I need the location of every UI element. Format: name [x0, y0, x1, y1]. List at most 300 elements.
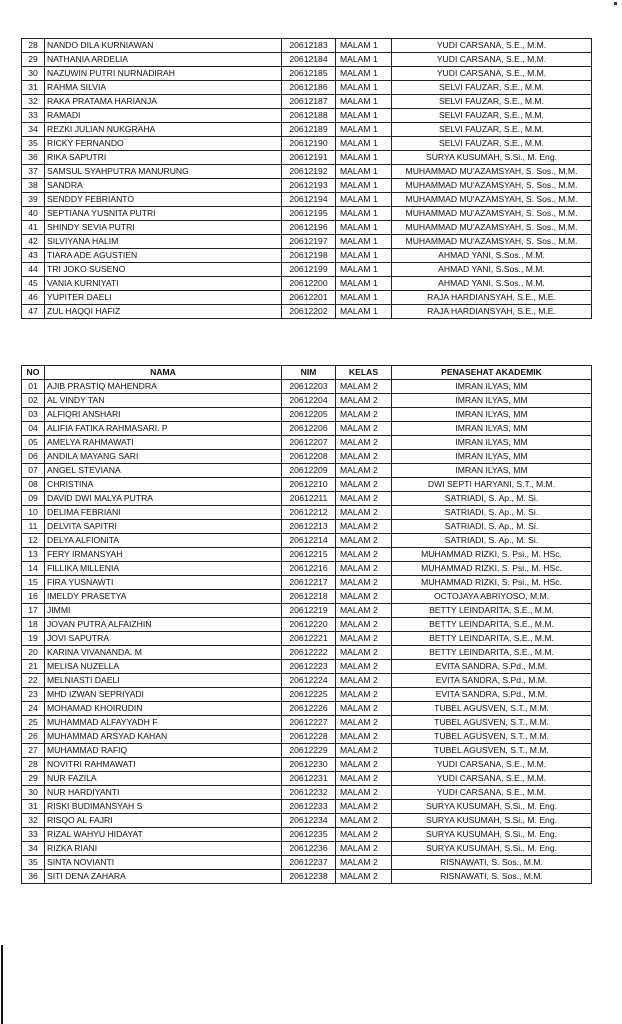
cell-nim: 20612219 — [282, 604, 336, 618]
table-row — [22, 688, 592, 702]
cell-penasehat-akademik: EVITA SANDRA, S.Pd., M.M. — [392, 660, 592, 674]
cell-kelas: MALAM 1 — [336, 249, 392, 263]
cell-kelas: MALAM 1 — [336, 277, 392, 291]
cell-no: 10 — [22, 506, 45, 520]
cell-no: 12 — [22, 534, 45, 548]
cell-penasehat-akademik: BETTY LEINDARITA, S.E., M.M. — [392, 632, 592, 646]
student-table-malam-1 — [21, 38, 592, 319]
cell-kelas: MALAM 2 — [336, 660, 392, 674]
cell-penasehat-akademik: SURYA KUSUMAH, S.Si., M. Eng. — [392, 842, 592, 856]
cell-nama: DELIMA FEBRIANI — [45, 506, 282, 520]
cell-kelas: MALAM 2 — [336, 716, 392, 730]
cell-no: 27 — [22, 744, 45, 758]
cell-no: 18 — [22, 618, 45, 632]
cell-nim: 20612188 — [282, 109, 336, 123]
cell-no: 39 — [22, 193, 45, 207]
cell-nim: 20612213 — [282, 520, 336, 534]
cell-nim: 20612194 — [282, 193, 336, 207]
table-row — [22, 702, 592, 716]
table-row — [22, 291, 592, 305]
cell-kelas: MALAM 2 — [336, 702, 392, 716]
cell-nama: AMELYA RAHMAWATI — [45, 436, 282, 450]
table-row — [22, 422, 592, 436]
cell-nama: MUHAMMAD ALFAYYADH F — [45, 716, 282, 730]
cell-kelas: MALAM 2 — [336, 618, 392, 632]
table-row — [22, 814, 592, 828]
cell-nama: MHD IZWAN SEPRIYADI — [45, 688, 282, 702]
cell-nim: 20612210 — [282, 478, 336, 492]
cell-no: 36 — [22, 870, 45, 884]
cell-nama: DAVID DWI MALYA PUTRA — [45, 492, 282, 506]
cell-nama: ANDILA MAYANG SARI — [45, 450, 282, 464]
table-row — [22, 277, 592, 291]
cell-kelas: MALAM 2 — [336, 786, 392, 800]
cell-nim: 20612189 — [282, 123, 336, 137]
cell-nama: CHRISTINA — [45, 478, 282, 492]
cell-kelas: MALAM 1 — [336, 207, 392, 221]
cell-penasehat-akademik: RISNAWATI, S. Sos., M.M. — [392, 870, 592, 884]
cell-nama: JOVAN PUTRA ALFAIZHIN — [45, 618, 282, 632]
cell-penasehat-akademik: BETTY LEINDARITA, S.E., M.M. — [392, 604, 592, 618]
cell-penasehat-akademik: YUDI CARSANA, S.E., M.M. — [392, 758, 592, 772]
cell-no: 42 — [22, 235, 45, 249]
table-row — [22, 590, 592, 604]
table-row — [22, 562, 592, 576]
cell-kelas: MALAM 2 — [336, 870, 392, 884]
table-row — [22, 758, 592, 772]
cell-nama: SILVIYANA HALIM — [45, 235, 282, 249]
cell-no: 41 — [22, 221, 45, 235]
cell-nama: SINTA NOVIANTI — [45, 856, 282, 870]
cell-kelas: MALAM 1 — [336, 109, 392, 123]
table-row — [22, 235, 592, 249]
cell-nama: NANDO DILA KURNIAWAN — [45, 39, 282, 53]
cell-kelas: MALAM 2 — [336, 450, 392, 464]
cell-no: 01 — [22, 380, 45, 394]
cell-nim: 20612184 — [282, 53, 336, 67]
cell-nim: 20612222 — [282, 646, 336, 660]
cell-no: 32 — [22, 95, 45, 109]
cell-nim: 20612218 — [282, 590, 336, 604]
cell-penasehat-akademik: SURYA KUSUMAH, S.Si., M. Eng. — [392, 800, 592, 814]
cell-kelas: MALAM 2 — [336, 408, 392, 422]
table-row — [22, 744, 592, 758]
table-row — [22, 576, 592, 590]
cell-nim: 20612197 — [282, 235, 336, 249]
cell-kelas: MALAM 2 — [336, 464, 392, 478]
table-row — [22, 39, 592, 53]
cell-penasehat-akademik: BETTY LEINDARITA, S.E., M.M. — [392, 618, 592, 632]
cell-nama: MOHAMAD KHOIRUDIN — [45, 702, 282, 716]
cell-nama: DELYA ALFIONITA — [45, 534, 282, 548]
cell-kelas: MALAM 2 — [336, 758, 392, 772]
cell-no: 20 — [22, 646, 45, 660]
cell-no: 07 — [22, 464, 45, 478]
table-row — [22, 548, 592, 562]
cell-no: 31 — [22, 800, 45, 814]
cell-nama: RIZKA RIANI — [45, 842, 282, 856]
table-row — [22, 618, 592, 632]
cell-penasehat-akademik: TUBEL AGUSVEN, S.T., M.M. — [392, 716, 592, 730]
cell-no: 13 — [22, 548, 45, 562]
cell-kelas: MALAM 2 — [336, 828, 392, 842]
table-row — [22, 263, 592, 277]
cell-no: 14 — [22, 562, 45, 576]
cell-nim: 20612185 — [282, 67, 336, 81]
cell-kelas: MALAM 1 — [336, 53, 392, 67]
header-penasehat-akademik: PENASEHAT AKADEMIK — [392, 366, 592, 380]
cell-nama: RIZAL WAHYU HIDAYAT — [45, 828, 282, 842]
table-row — [22, 716, 592, 730]
cell-nama: FERY IRMANSYAH — [45, 548, 282, 562]
cell-no: 06 — [22, 450, 45, 464]
cell-nama: MUHAMMAD ARSYAD KAHAN — [45, 730, 282, 744]
table-row — [22, 730, 592, 744]
cell-kelas: MALAM 2 — [336, 730, 392, 744]
cell-nama: ALIFIA FATIKA RAHMASARI. P — [45, 422, 282, 436]
table-row — [22, 81, 592, 95]
cell-kelas: MALAM 1 — [336, 39, 392, 53]
cell-nim: 20612208 — [282, 450, 336, 464]
cell-penasehat-akademik: SATRIADI, S. Ap., M. Si. — [392, 506, 592, 520]
cell-kelas: MALAM 2 — [336, 688, 392, 702]
cell-penasehat-akademik: SELVI FAUZAR, S.E., M.M. — [392, 95, 592, 109]
cell-kelas: MALAM 1 — [336, 81, 392, 95]
cell-kelas: MALAM 2 — [336, 562, 392, 576]
table-row — [22, 450, 592, 464]
table-row — [22, 856, 592, 870]
cell-nim: 20612200 — [282, 277, 336, 291]
cell-nim: 20612221 — [282, 632, 336, 646]
table-row — [22, 380, 592, 394]
cell-kelas: MALAM 1 — [336, 291, 392, 305]
cell-nim: 20612214 — [282, 534, 336, 548]
cell-nim: 20612212 — [282, 506, 336, 520]
cell-nama: NOVITRI RAHMAWATI — [45, 758, 282, 772]
cell-kelas: MALAM 2 — [336, 604, 392, 618]
cell-no: 31 — [22, 81, 45, 95]
cell-nama: RISQO AL FAJRI — [45, 814, 282, 828]
table-row — [22, 534, 592, 548]
cell-nim: 20612211 — [282, 492, 336, 506]
table-row — [22, 436, 592, 450]
cell-nim: 20612193 — [282, 179, 336, 193]
cell-penasehat-akademik: SURYA KUSUMAH, S.Si., M. Eng. — [392, 828, 592, 842]
cell-no: 09 — [22, 492, 45, 506]
cell-no: 34 — [22, 123, 45, 137]
cell-nim: 20612205 — [282, 408, 336, 422]
cell-penasehat-akademik: SURYA KUSUMAH, S.Si., M. Eng. — [392, 151, 592, 165]
cell-nim: 20612220 — [282, 618, 336, 632]
cell-nim: 20612190 — [282, 137, 336, 151]
table-row — [22, 772, 592, 786]
table-row — [22, 53, 592, 67]
cell-nama: MUHAMMAD RAFIQ — [45, 744, 282, 758]
cell-nama: SAMSUL SYAHPUTRA MANURUNG — [45, 165, 282, 179]
cell-nim: 20612232 — [282, 786, 336, 800]
table-row — [22, 221, 592, 235]
cell-nama: MELISA NUZELLA — [45, 660, 282, 674]
cell-nim: 20612186 — [282, 81, 336, 95]
cell-no: 23 — [22, 688, 45, 702]
cell-penasehat-akademik: IMRAN ILYAS, MM — [392, 394, 592, 408]
table-row — [22, 660, 592, 674]
cell-kelas: MALAM 2 — [336, 842, 392, 856]
cell-nim: 20612233 — [282, 800, 336, 814]
cell-nim: 20612196 — [282, 221, 336, 235]
table-row — [22, 492, 592, 506]
table-row — [22, 249, 592, 263]
table-row — [22, 828, 592, 842]
cell-nama: SEPTIANA YUSNITA PUTRI — [45, 207, 282, 221]
cell-nama: TRI JOKO SUSENO — [45, 263, 282, 277]
cell-nim: 20612215 — [282, 548, 336, 562]
cell-kelas: MALAM 2 — [336, 590, 392, 604]
cell-kelas: MALAM 1 — [336, 235, 392, 249]
cell-kelas: MALAM 2 — [336, 422, 392, 436]
cell-nama: SANDRA — [45, 179, 282, 193]
cell-kelas: MALAM 1 — [336, 151, 392, 165]
cell-nim: 20612207 — [282, 436, 336, 450]
cell-penasehat-akademik: MUHAMMAD MU'AZAMSYAH, S. Sos., M.M. — [392, 207, 592, 221]
cell-nim: 20612223 — [282, 660, 336, 674]
cell-nama: ANGEL STEVIANA — [45, 464, 282, 478]
cell-nama: JOVI SAPUTRA — [45, 632, 282, 646]
cell-no: 08 — [22, 478, 45, 492]
table-row — [22, 123, 592, 137]
cell-nama: RIKA SAPUTRI — [45, 151, 282, 165]
scan-speck — [614, 2, 617, 5]
cell-nama: NAZUWIN PUTRI NURNADIRAH — [45, 67, 282, 81]
cell-no: 04 — [22, 422, 45, 436]
cell-nama: TIARA ADE AGUSTIEN — [45, 249, 282, 263]
cell-nim: 20612229 — [282, 744, 336, 758]
cell-penasehat-akademik: IMRAN ILYAS, MM — [392, 464, 592, 478]
cell-kelas: MALAM 2 — [336, 380, 392, 394]
cell-kelas: MALAM 2 — [336, 576, 392, 590]
cell-nim: 20612225 — [282, 688, 336, 702]
cell-penasehat-akademik: IMRAN ILYAS, MM — [392, 380, 592, 394]
table-row — [22, 464, 592, 478]
cell-no: 02 — [22, 394, 45, 408]
cell-nama: RISKI BUDIMANSYAH S — [45, 800, 282, 814]
header-nim: NIM — [282, 366, 336, 380]
cell-nim: 20612230 — [282, 758, 336, 772]
header-row — [22, 366, 592, 380]
cell-nim: 20612187 — [282, 95, 336, 109]
cell-penasehat-akademik: RAJA HARDIANSYAH, S.E., M.E. — [392, 291, 592, 305]
cell-nama: AL VINDY TAN — [45, 394, 282, 408]
cell-nim: 20612204 — [282, 394, 336, 408]
cell-no: 28 — [22, 758, 45, 772]
cell-penasehat-akademik: TUBEL AGUSVEN, S.T., M.M. — [392, 702, 592, 716]
cell-kelas: MALAM 2 — [336, 492, 392, 506]
cell-no: 34 — [22, 842, 45, 856]
cell-nama: KARINA VIVANANDA. M — [45, 646, 282, 660]
table-row — [22, 207, 592, 221]
cell-nama: NATHANIA ARDELIA — [45, 53, 282, 67]
cell-nama: YUPITER DAELI — [45, 291, 282, 305]
cell-no: 30 — [22, 786, 45, 800]
cell-nim: 20612209 — [282, 464, 336, 478]
cell-penasehat-akademik: MUHAMMAD RIZKI, S. Psi., M. HSc. — [392, 576, 592, 590]
cell-nama: NUR FAZILA — [45, 772, 282, 786]
cell-nama: REZKI JULIAN NUKGRAHA — [45, 123, 282, 137]
cell-penasehat-akademik: YUDI CARSANA, S.E., M.M. — [392, 786, 592, 800]
cell-nim: 20612234 — [282, 814, 336, 828]
cell-kelas: MALAM 1 — [336, 95, 392, 109]
cell-penasehat-akademik: YUDI CARSANA, S.E., M.M. — [392, 53, 592, 67]
cell-kelas: MALAM 2 — [336, 436, 392, 450]
cell-nama: NUR HARDIYANTI — [45, 786, 282, 800]
table-row — [22, 646, 592, 660]
cell-nim: 20612199 — [282, 263, 336, 277]
cell-nama: JIMMI — [45, 604, 282, 618]
cell-nim: 20612183 — [282, 39, 336, 53]
cell-kelas: MALAM 1 — [336, 305, 392, 319]
cell-no: 33 — [22, 828, 45, 842]
cell-penasehat-akademik: SELVI FAUZAR, S.E., M.M. — [392, 81, 592, 95]
table-row — [22, 67, 592, 81]
table-row — [22, 151, 592, 165]
cell-penasehat-akademik: SELVI FAUZAR, S.E., M.M. — [392, 123, 592, 137]
cell-nama: ZUL HAQQI HAFIZ — [45, 305, 282, 319]
cell-penasehat-akademik: SELVI FAUZAR, S.E., M.M. — [392, 137, 592, 151]
cell-no: 45 — [22, 277, 45, 291]
table-row — [22, 478, 592, 492]
cell-nama: FILLIKA MILLENIA — [45, 562, 282, 576]
cell-nim: 20612227 — [282, 716, 336, 730]
cell-penasehat-akademik: MUHAMMAD MU'AZAMSYAH, S. Sos., M.M. — [392, 193, 592, 207]
cell-kelas: MALAM 2 — [336, 534, 392, 548]
cell-kelas: MALAM 2 — [336, 744, 392, 758]
cell-nama: IMELDY PRASETYA — [45, 590, 282, 604]
cell-nim: 20612235 — [282, 828, 336, 842]
header-no: NO — [22, 366, 45, 380]
cell-penasehat-akademik: IMRAN ILYAS, MM — [392, 422, 592, 436]
cell-kelas: MALAM 2 — [336, 478, 392, 492]
cell-nama: RAHMA SILVIA — [45, 81, 282, 95]
cell-nim: 20612206 — [282, 422, 336, 436]
cell-no: 21 — [22, 660, 45, 674]
cell-no: 25 — [22, 716, 45, 730]
cell-nim: 20612201 — [282, 291, 336, 305]
cell-penasehat-akademik: SATRIADI, S. Ap., M. Si. — [392, 492, 592, 506]
table-row — [22, 632, 592, 646]
cell-nama: MELNIASTI DAELI — [45, 674, 282, 688]
cell-penasehat-akademik: YUDI CARSANA, S.E., M.M. — [392, 39, 592, 53]
cell-nama: FIRA YUSNAWTI — [45, 576, 282, 590]
cell-penasehat-akademik: YUDI CARSANA, S.E., M.M. — [392, 772, 592, 786]
cell-nim: 20612202 — [282, 305, 336, 319]
cell-penasehat-akademik: MUHAMMAD RIZKI, S. Psi., M. HSc. — [392, 548, 592, 562]
cell-kelas: MALAM 2 — [336, 632, 392, 646]
cell-no: 28 — [22, 39, 45, 53]
cell-nama: RAKA PRATAMA HARIANJA — [45, 95, 282, 109]
cell-nim: 20612226 — [282, 702, 336, 716]
table-row — [22, 842, 592, 856]
table-row — [22, 179, 592, 193]
header-kelas: KELAS — [336, 366, 392, 380]
cell-penasehat-akademik: IMRAN ILYAS, MM — [392, 408, 592, 422]
table-body — [22, 380, 592, 884]
cell-kelas: MALAM 1 — [336, 193, 392, 207]
cell-no: 38 — [22, 179, 45, 193]
cell-nim: 20612192 — [282, 165, 336, 179]
table-row — [22, 137, 592, 151]
cell-nim: 20612238 — [282, 870, 336, 884]
cell-kelas: MALAM 2 — [336, 800, 392, 814]
cell-no: 03 — [22, 408, 45, 422]
cell-kelas: MALAM 1 — [336, 263, 392, 277]
cell-kelas: MALAM 2 — [336, 646, 392, 660]
cell-nama: AJIB PRASTIQ MAHENDRA — [45, 380, 282, 394]
table-row — [22, 408, 592, 422]
cell-penasehat-akademik: YUDI CARSANA, S.E., M.M. — [392, 67, 592, 81]
table-row — [22, 506, 592, 520]
header-nama: NAMA — [45, 366, 282, 380]
cell-kelas: MALAM 1 — [336, 123, 392, 137]
cell-kelas: MALAM 1 — [336, 67, 392, 81]
cell-no: 16 — [22, 590, 45, 604]
cell-kelas: MALAM 1 — [336, 221, 392, 235]
table-row — [22, 193, 592, 207]
cell-no: 30 — [22, 67, 45, 81]
table-row — [22, 109, 592, 123]
table-row — [22, 674, 592, 688]
cell-nim: 20612195 — [282, 207, 336, 221]
cell-no: 36 — [22, 151, 45, 165]
cell-no: 11 — [22, 520, 45, 534]
cell-no: 37 — [22, 165, 45, 179]
cell-penasehat-akademik: MUHAMMAD RIZKI, S. Psi., M. HSc. — [392, 562, 592, 576]
cell-kelas: MALAM 2 — [336, 772, 392, 786]
cell-nim: 20612203 — [282, 380, 336, 394]
cell-penasehat-akademik: MUHAMMAD MU'AZAMSYAH, S. Sos., M.M. — [392, 235, 592, 249]
cell-no: 05 — [22, 436, 45, 450]
cell-penasehat-akademik: OCTOJAYA ABRIYOSO, M.M. — [392, 590, 592, 604]
cell-nim: 20612198 — [282, 249, 336, 263]
cell-penasehat-akademik: BETTY LEINDARITA, S.E., M.M. — [392, 646, 592, 660]
cell-no: 44 — [22, 263, 45, 277]
cell-nama: SHINDY SEVIA PUTRI — [45, 221, 282, 235]
cell-penasehat-akademik: AHMAD YANI, S.Sos., M.M. — [392, 263, 592, 277]
cell-penasehat-akademik: RAJA HARDIANSYAH, S.E., M.E. — [392, 305, 592, 319]
cell-no: 46 — [22, 291, 45, 305]
cell-penasehat-akademik: SATRIADI, S. Ap., M. Si. — [392, 520, 592, 534]
cell-nim: 20612236 — [282, 842, 336, 856]
cell-nama: RAMADI — [45, 109, 282, 123]
cell-penasehat-akademik: SATRIADI, S. Ap., M. Si. — [392, 534, 592, 548]
cell-nama: RICKY FERNANDO — [45, 137, 282, 151]
cell-nim: 20612224 — [282, 674, 336, 688]
scan-edge-line — [1, 945, 3, 1024]
cell-kelas: MALAM 1 — [336, 179, 392, 193]
cell-nim: 20612231 — [282, 772, 336, 786]
cell-penasehat-akademik: SELVI FAUZAR, S.E., M.M. — [392, 109, 592, 123]
cell-penasehat-akademik: EVITA SANDRA, S.Pd., M.M. — [392, 688, 592, 702]
cell-no: 19 — [22, 632, 45, 646]
cell-no: 24 — [22, 702, 45, 716]
cell-nim: 20612228 — [282, 730, 336, 744]
cell-nama: ALFIQRI ANSHARI — [45, 408, 282, 422]
cell-nama: VANIA KURNIYATI — [45, 277, 282, 291]
cell-penasehat-akademik: IMRAN ILYAS, MM — [392, 436, 592, 450]
table-row — [22, 165, 592, 179]
cell-penasehat-akademik: AHMAD YANI, S.Sos., M.M. — [392, 249, 592, 263]
cell-nim: 20612191 — [282, 151, 336, 165]
cell-no: 26 — [22, 730, 45, 744]
